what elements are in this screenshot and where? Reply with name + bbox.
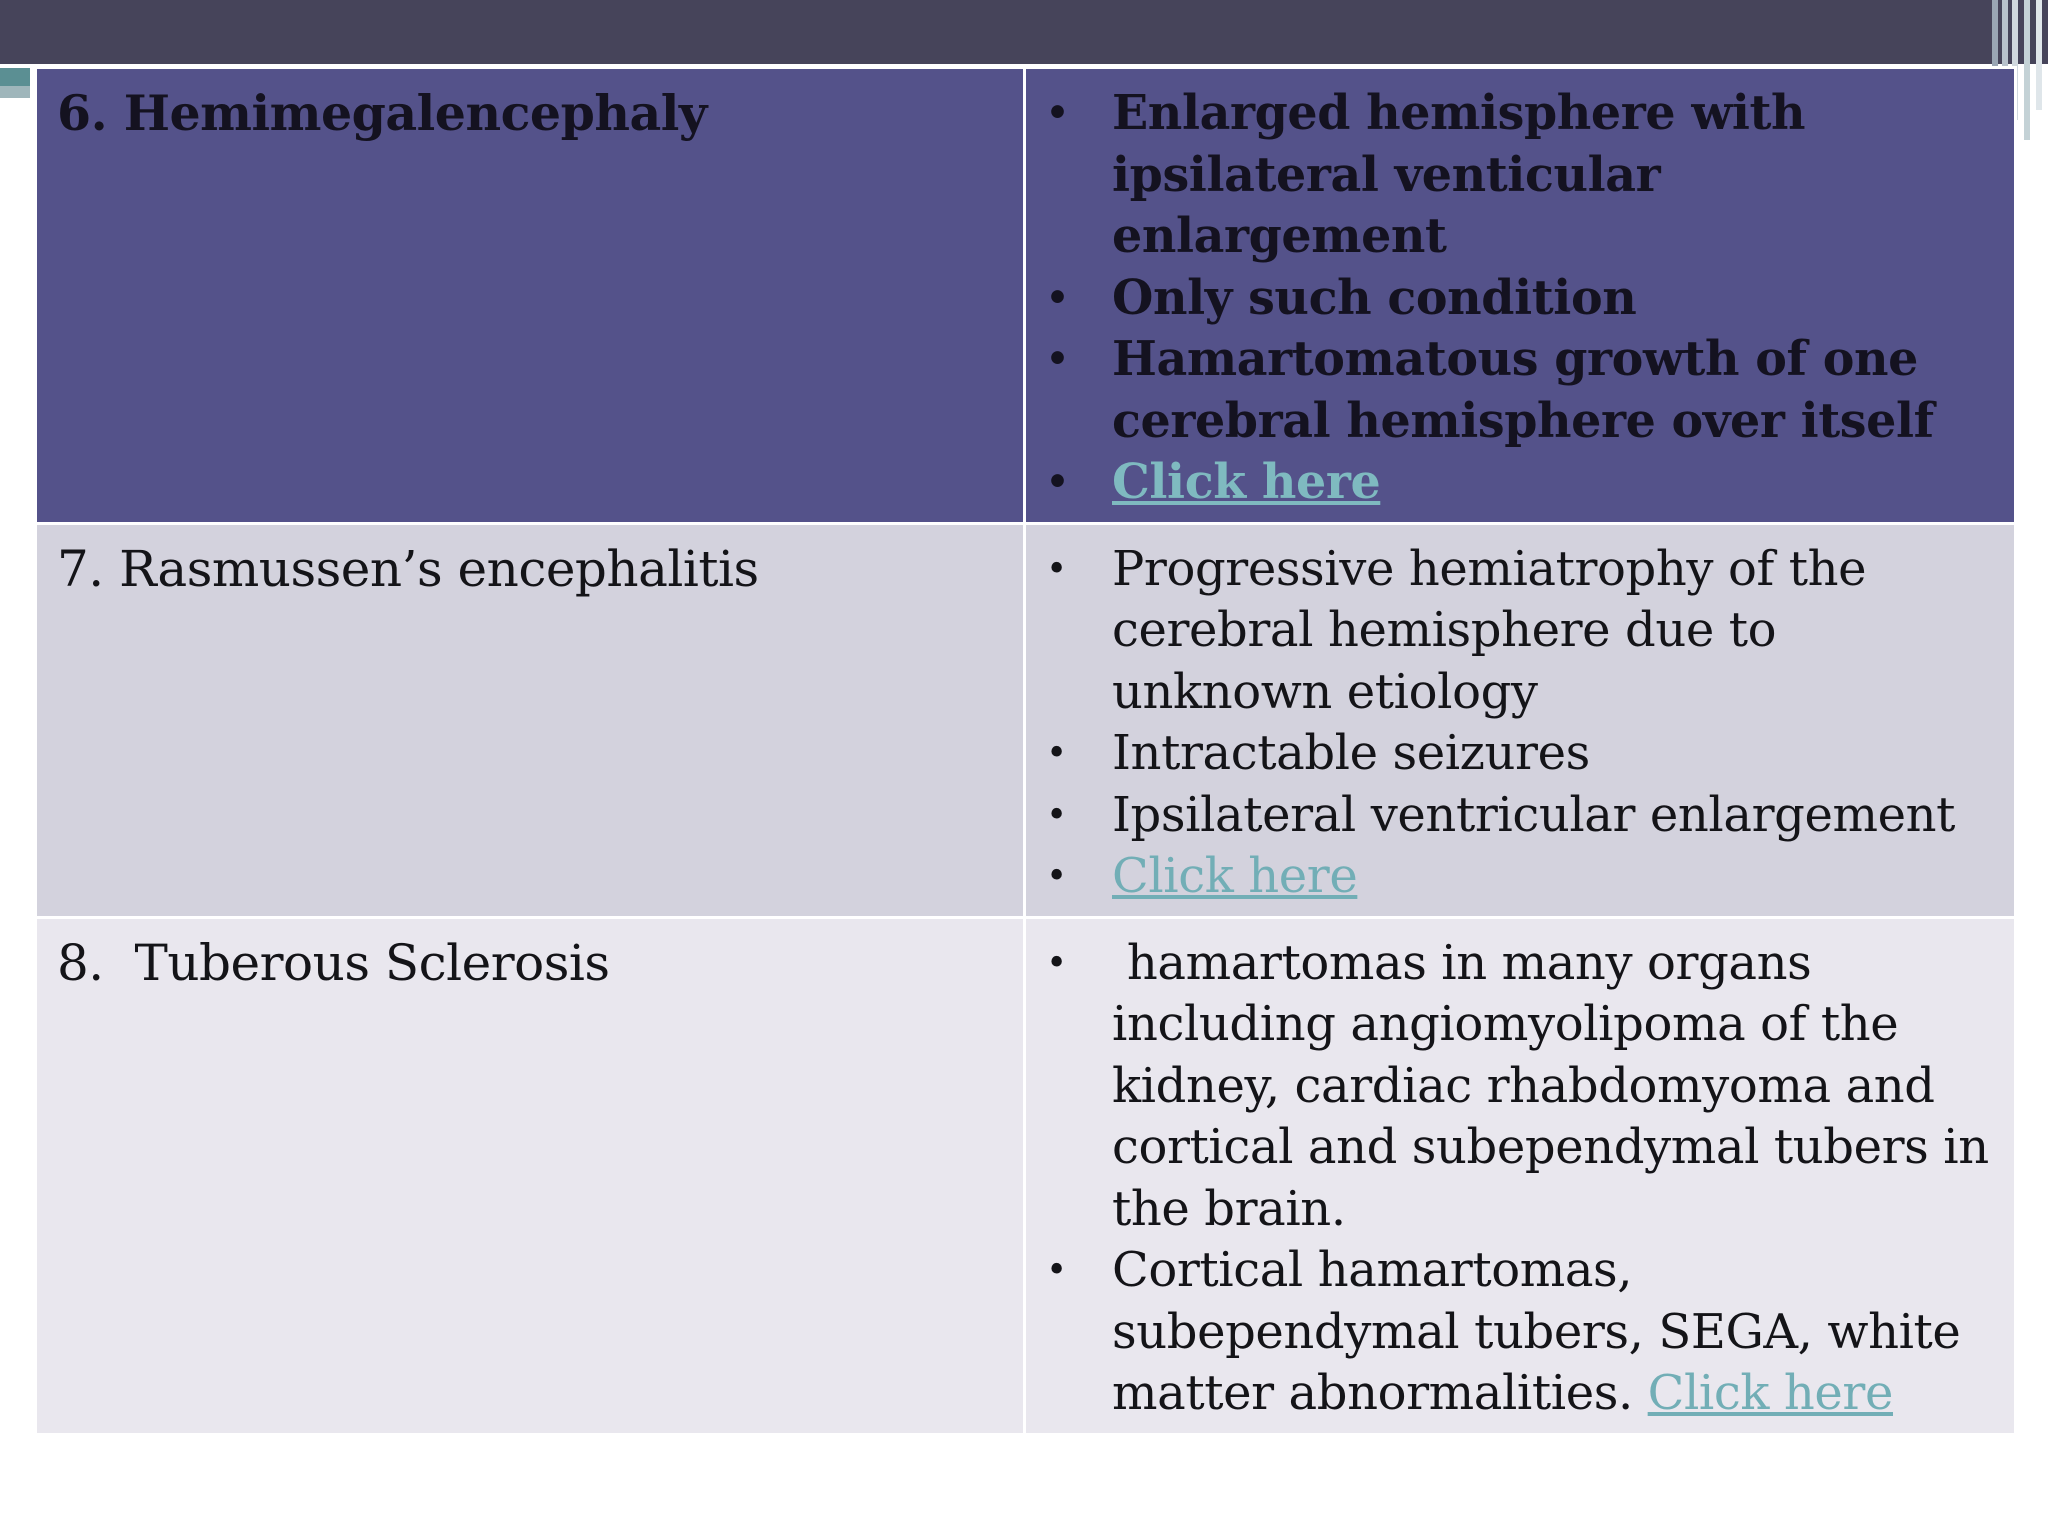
decorative-accent-teal [0, 68, 30, 86]
list-item [1046, 846, 1994, 908]
row-bullets-cell [1025, 68, 2016, 524]
bullet-text: hamartomas in many organs including angiomyolipoma of the kidney, cardiac rhabdomyoma and cortical and subependymal tubers in the brain. [1112, 934, 2004, 1237]
bullet-icon: • [1046, 461, 1069, 503]
list-item [1046, 539, 1994, 724]
bullet-text: Progressive hemiatrophy of the cerebral hemisphere due to unknown etiology [1112, 540, 1867, 720]
bullet-text: Ipsilateral ventricular enlargement [1112, 786, 1955, 843]
bullet-icon: • [1046, 548, 1067, 590]
click-here-link[interactable]: Click here [1112, 454, 1381, 510]
content-table [34, 66, 2017, 1436]
list-item [1046, 83, 1994, 268]
bullet-icon: • [1046, 1250, 1067, 1291]
row-bullets-cell [1025, 917, 2016, 1434]
list-item [1046, 268, 1994, 330]
bullet-icon: • [1046, 338, 1069, 380]
bullet-icon: • [1046, 92, 1069, 134]
row-label-cell [36, 523, 1025, 917]
row-label-cell [36, 917, 1025, 1434]
table-row [36, 523, 2016, 917]
bullet-text: Intractable seizures [1112, 725, 1590, 781]
decorative-accent-light [0, 86, 30, 98]
table-row [36, 917, 2016, 1434]
list-item [1046, 933, 2004, 1241]
list-item [1046, 329, 1994, 452]
bullet-icon: • [1046, 276, 1069, 319]
click-here-link[interactable]: Click here [1112, 848, 1358, 904]
bullet-text: Cortical hamartomas, subependymal tubers, SEGA, white matter abnormalities. [1112, 1242, 1976, 1421]
bullet-list [1046, 539, 1994, 908]
condition-label: 8. Tuberous Sclerosis [57, 933, 610, 992]
condition-label: 6. Hemimegalencephaly [57, 84, 707, 142]
condition-label: 7. Rasmussen’s encephalitis [57, 539, 759, 598]
list-item [1046, 452, 1994, 514]
bullet-icon: • [1046, 794, 1067, 836]
click-here-link[interactable]: Click here [1647, 1365, 1893, 1421]
bullet-icon: • [1046, 733, 1067, 774]
list-item [1046, 723, 1994, 785]
bullet-list [1046, 933, 2004, 1425]
bullet-icon: • [1046, 942, 1067, 984]
list-item [1046, 785, 1994, 847]
bullet-text: Only such condition [1112, 269, 1637, 326]
slide-top-bar [0, 0, 2048, 64]
bullet-text: Enlarged hemisphere with ipsilateral venticular enlargement [1112, 85, 1806, 264]
table-row [36, 68, 2016, 524]
list-item [1046, 1240, 1994, 1425]
bullet-list [1046, 83, 1994, 514]
bullet-icon: • [1046, 856, 1067, 897]
bullet-text: Hamartomatous growth of one cerebral hemisphere over itself [1112, 331, 1934, 449]
row-bullets-cell [1025, 523, 2016, 917]
row-label-cell [36, 68, 1025, 524]
